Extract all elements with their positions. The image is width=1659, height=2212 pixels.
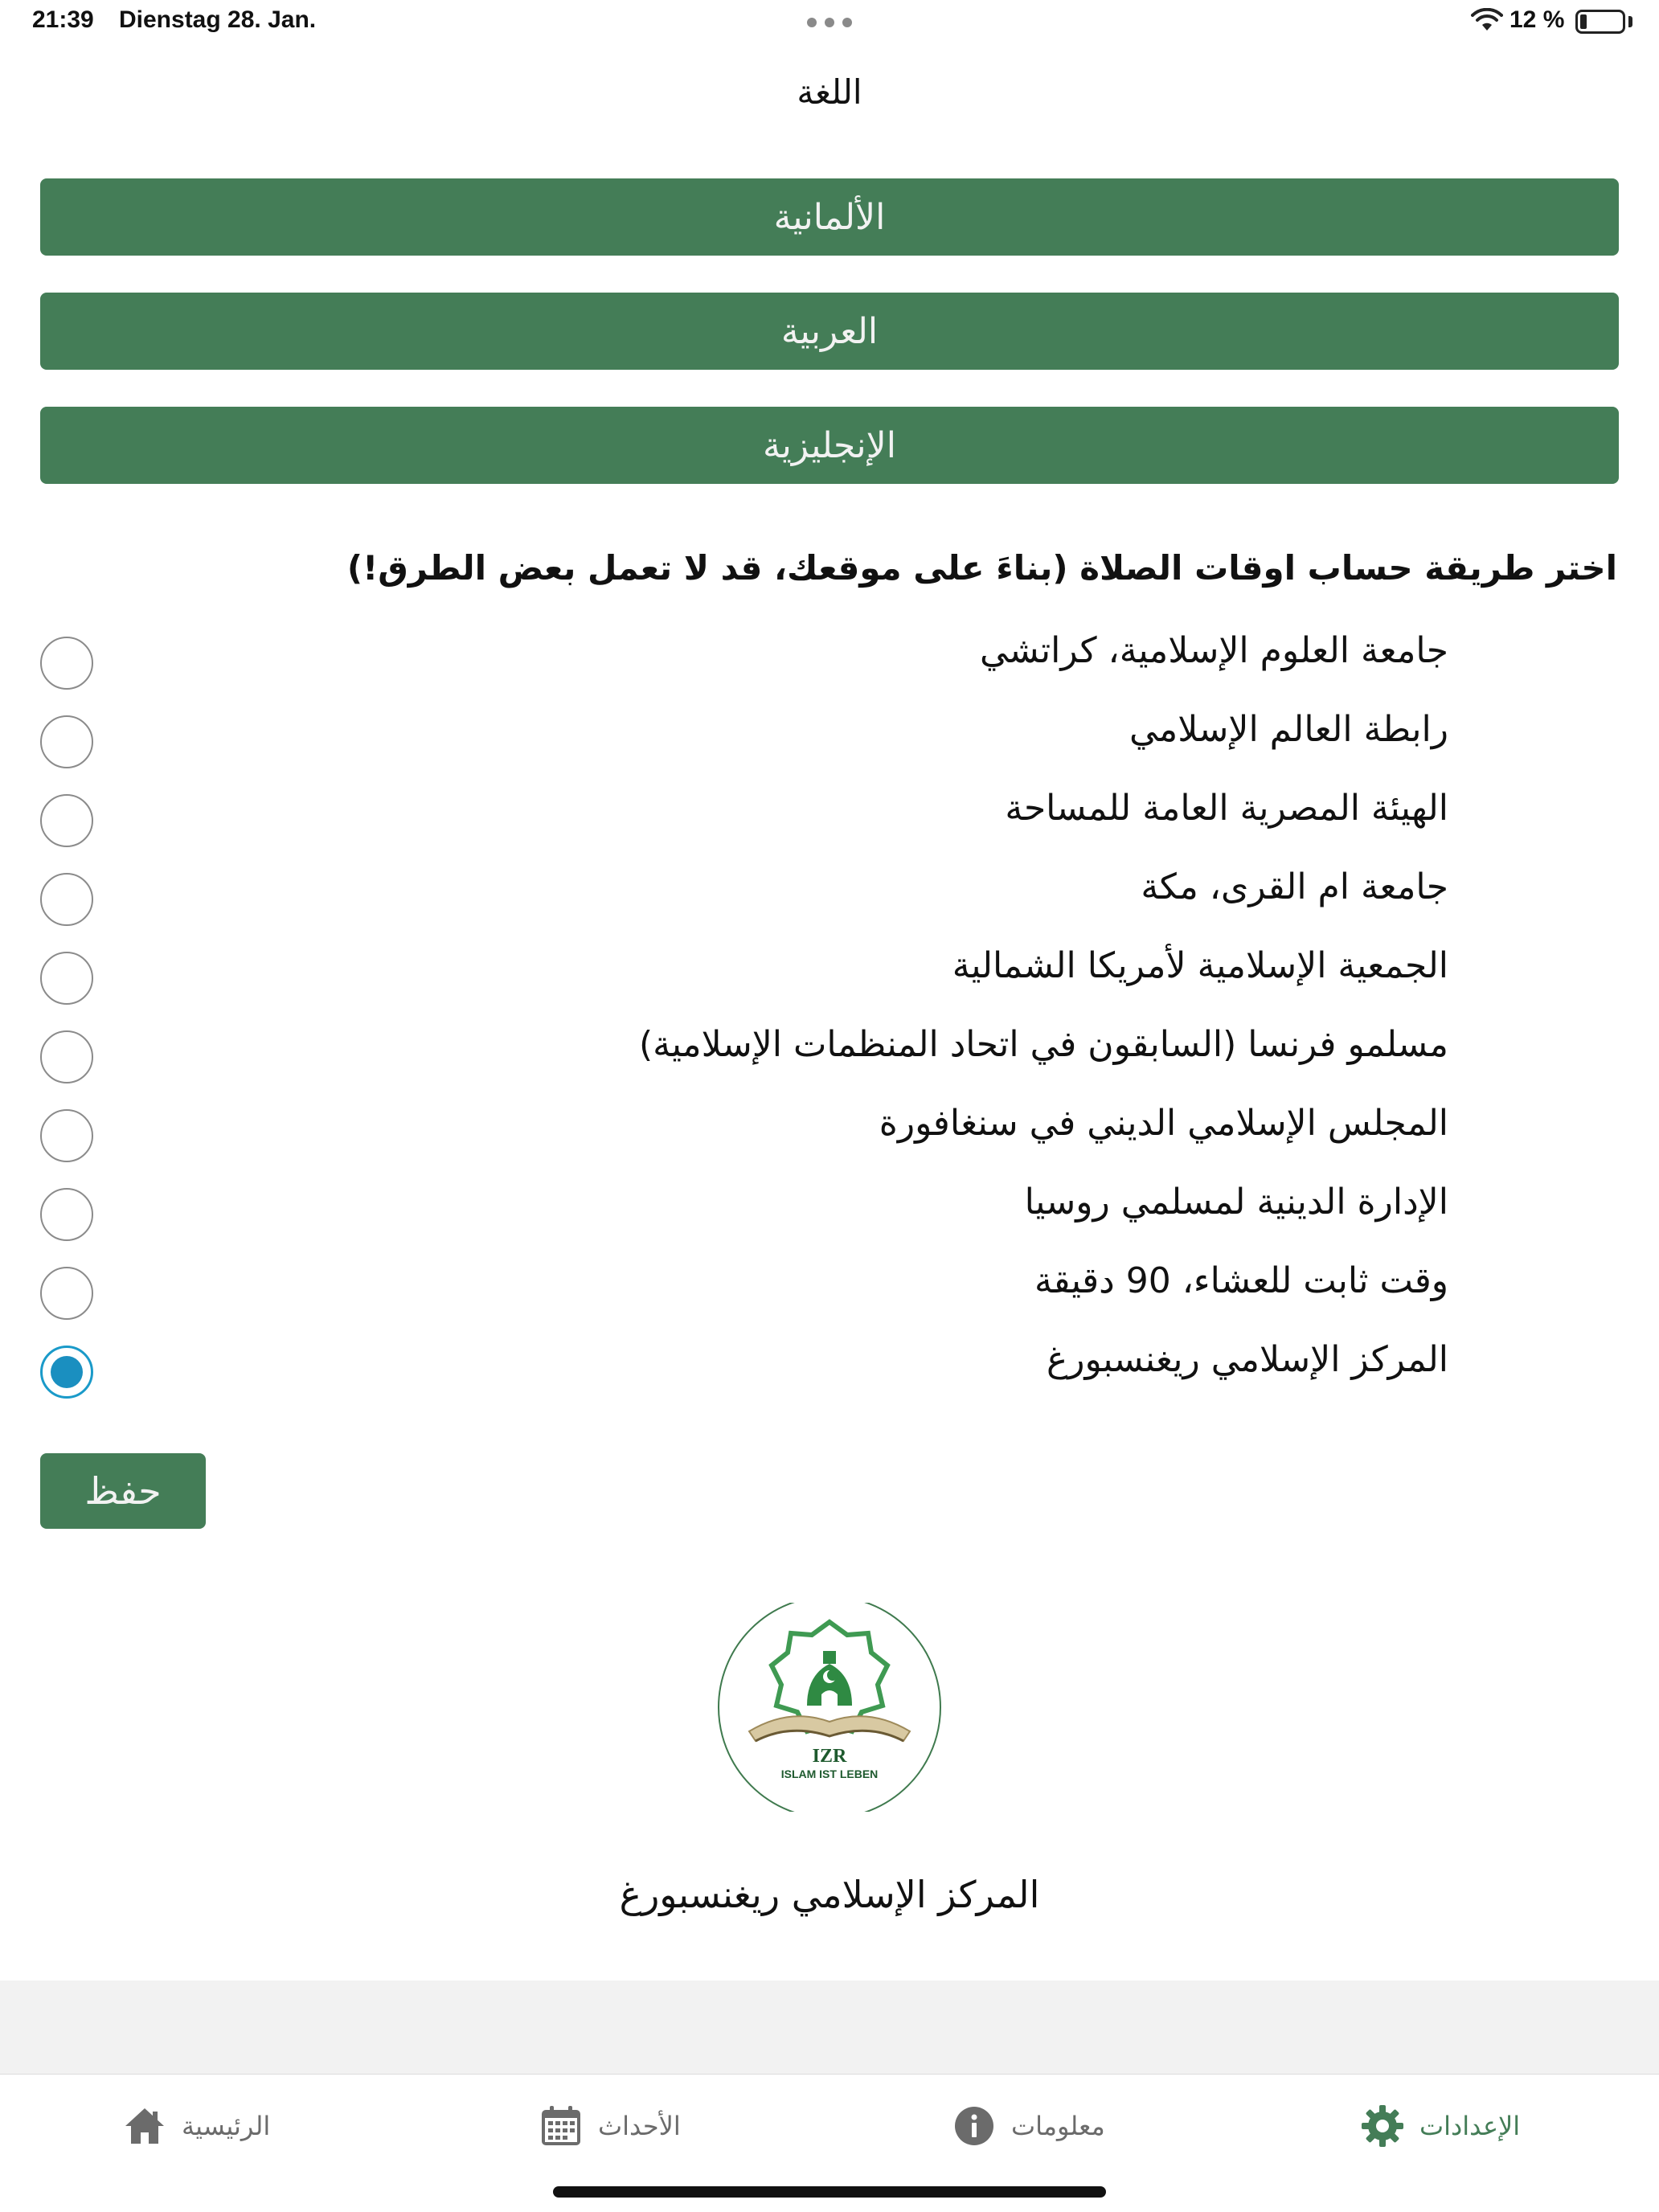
logo-text-top: IZR: [812, 1746, 847, 1767]
tab-label: معلومات: [1011, 2111, 1105, 2141]
language-title: اللغة: [797, 72, 862, 112]
language-german-button[interactable]: الألمانية: [40, 178, 1619, 256]
method-label: جامعة ام القرى، مكة: [1141, 866, 1448, 907]
battery-icon: [1575, 10, 1625, 34]
center-name: المركز الإسلامي ريغنسبورغ: [619, 1873, 1040, 1916]
method-option-russia[interactable]: [0, 1170, 1659, 1249]
language-arabic-button[interactable]: العربية: [40, 293, 1619, 370]
gear-icon: [1360, 2103, 1405, 2149]
tab-settings[interactable]: [1360, 2102, 1520, 2150]
method-label: وقت ثابت للعشاء، 90 دقيقة: [1034, 1260, 1448, 1301]
radio-button[interactable]: [40, 637, 93, 690]
prayer-method-title: اختر طريقة حساب اوقات الصلاة (بناءَ على موقعك، قد لا تعمل بعض الطرق!): [346, 548, 1617, 588]
radio-button[interactable]: [40, 794, 93, 847]
radio-button[interactable]: [40, 1030, 93, 1083]
status-bar: [0, 0, 1659, 45]
status-date: Dienstag 28. Jan.: [119, 6, 317, 33]
battery-tip: [1628, 16, 1632, 27]
izr-logo: [717, 1603, 942, 1812]
method-option-egypt[interactable]: [0, 776, 1659, 855]
home-indicator[interactable]: [553, 2186, 1106, 2198]
method-option-izr[interactable]: [0, 1328, 1659, 1407]
tab-label: الأحداث: [598, 2111, 681, 2141]
method-option-umm-al-qura[interactable]: [0, 855, 1659, 934]
method-label: المركز الإسلامي ريغنسبورغ: [1047, 1339, 1448, 1380]
tab-home[interactable]: [122, 2102, 270, 2150]
radio-button-selected[interactable]: [40, 1346, 93, 1399]
method-label: الهيئة المصرية العامة للمساحة: [1005, 788, 1448, 829]
wifi-icon: [1471, 8, 1503, 32]
tab-label: الرئيسية: [182, 2111, 271, 2141]
home-icon: [122, 2103, 167, 2149]
battery-percentage: 12 %: [1509, 6, 1565, 33]
tab-label: الإعدادات: [1419, 2111, 1521, 2141]
method-option-france[interactable]: [0, 1013, 1659, 1092]
radio-button[interactable]: [40, 952, 93, 1005]
method-label: الإدارة الدينية لمسلمي روسيا: [1024, 1182, 1448, 1223]
method-option-singapore[interactable]: [0, 1092, 1659, 1170]
method-option-mwl[interactable]: [0, 698, 1659, 776]
multitasking-dots-icon[interactable]: [807, 18, 852, 27]
radio-button[interactable]: [40, 1188, 93, 1241]
method-label: المجلس الإسلامي الديني في سنغافورة: [879, 1103, 1448, 1144]
status-time: 21:39: [32, 6, 94, 33]
tab-events[interactable]: [539, 2102, 681, 2150]
save-button[interactable]: حفظ: [40, 1453, 206, 1529]
calendar-icon: [539, 2103, 584, 2149]
content-footer-band: [0, 1981, 1659, 2074]
radio-button[interactable]: [40, 873, 93, 926]
logo-text-bottom: ISLAM IST LEBEN: [780, 1768, 879, 1780]
method-option-fixed-isha[interactable]: [0, 1249, 1659, 1328]
method-option-isna[interactable]: [0, 934, 1659, 1013]
tab-info[interactable]: [952, 2102, 1105, 2150]
method-label: جامعة العلوم الإسلامية، كراتشي: [979, 630, 1448, 671]
method-label: الجمعية الإسلامية لأمريكا الشمالية: [952, 945, 1448, 986]
method-option-karachi[interactable]: [0, 619, 1659, 698]
info-icon: [952, 2103, 997, 2149]
method-label: رابطة العالم الإسلامي: [1129, 709, 1448, 750]
radio-button[interactable]: [40, 1109, 93, 1162]
language-english-button[interactable]: الإنجليزية: [40, 407, 1619, 484]
method-label: مسلمو فرنسا (السابقون في اتحاد المنظمات الإسلامية): [638, 1024, 1448, 1065]
radio-button[interactable]: [40, 1267, 93, 1320]
radio-button[interactable]: [40, 715, 93, 768]
